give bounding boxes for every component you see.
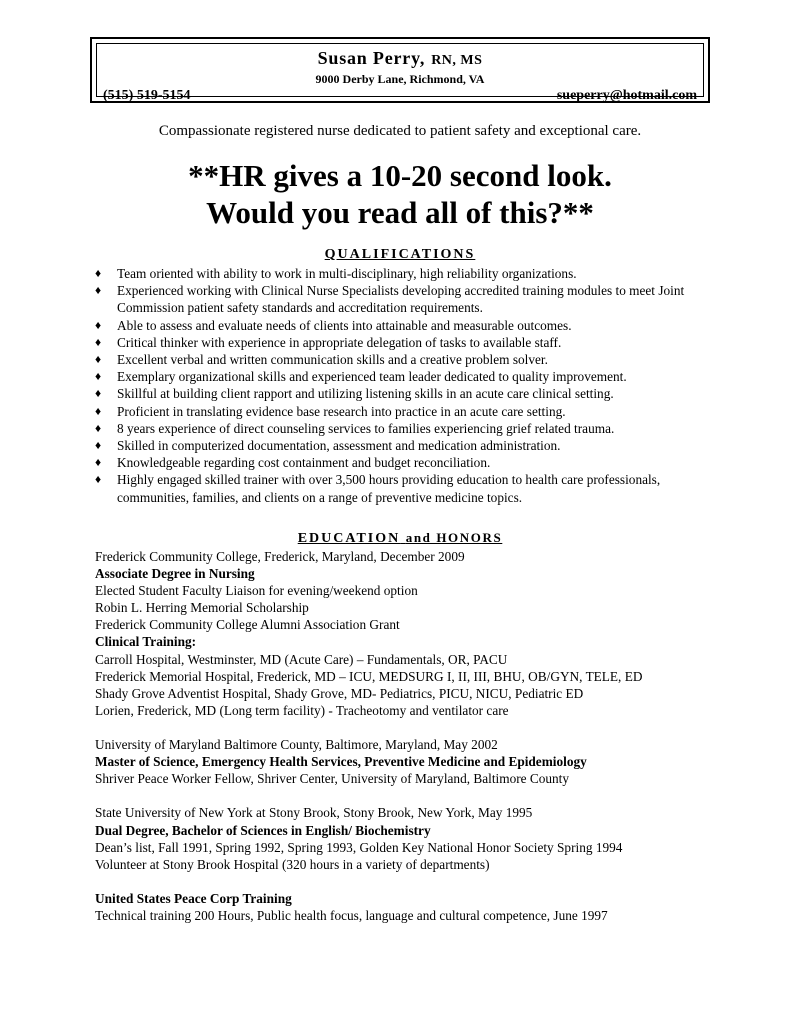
qualification-item: [95, 265, 725, 282]
qualification-item: [95, 471, 725, 505]
qualification-text: Skilled in computerized documentation, assessment and medication administration.: [117, 438, 561, 454]
diamond-bullet-icon: ♦: [95, 352, 102, 367]
summary-tagline: Compassionate registered nurse dedicated to patient safety and exceptional care.: [158, 123, 642, 139]
qualification-item: [95, 317, 725, 334]
education-line: University of Maryland Baltimore County, Baltimore, Maryland, May 2002: [95, 737, 498, 753]
contact-header-inner-border: [96, 43, 704, 103]
education-heading: [0, 530, 800, 547]
qualification-item: [95, 454, 725, 471]
education-block: [95, 736, 735, 787]
candidate-name-line: [97, 48, 703, 69]
education-subheading: Associate Degree in Nursing: [95, 566, 255, 582]
education-line: Elected Student Faculty Liaison for evening/weekend option: [95, 583, 418, 599]
education-line: Lorien, Frederick, MD (Long term facility) - Tracheotomy and ventilator care: [95, 702, 509, 718]
education-heading-main: EDUCATION: [297, 531, 401, 546]
education-subheading: Dual Degree, Bachelor of Sciences in English/ Biochemistry: [95, 822, 431, 838]
headline-line-1: **HR gives a 10-20 second look.: [188, 158, 612, 193]
candidate-phone: (515) 519-5154: [103, 88, 191, 103]
candidate-email: sueperry@hotmail.com: [556, 88, 697, 103]
contact-header-box: [90, 37, 710, 103]
education-line: Frederick Memorial Hospital, Frederick, MD – ICU, MEDSURG I, II, III, BHU, OB/GYN, TELE, ED: [95, 668, 643, 684]
qualification-text: Team oriented with ability to work in multi-disciplinary, high reliability organizations.: [117, 266, 577, 281]
education-subheading: Clinical Training:: [95, 634, 197, 650]
education-subheading: Master of Science, Emergency Health Services, Preventive Medicine and Epidemiology: [95, 754, 587, 770]
candidate-credentials: RN, MS: [431, 53, 483, 68]
block-spacer: [95, 787, 735, 804]
education-heading-suffix: and HONORS: [405, 530, 503, 545]
qualification-item: [95, 368, 725, 385]
education-line: Dean’s list, Fall 1991, Spring 1992, Spring 1993, Golden Key National Honor Society Spring 1994: [95, 839, 623, 855]
qualification-item: [95, 334, 725, 351]
qualification-text: Able to assess and evaluate needs of clients into attainable and measurable outcomes.: [117, 317, 572, 333]
diamond-bullet-icon: ♦: [95, 438, 102, 453]
diamond-bullet-icon: ♦: [95, 283, 102, 298]
qualification-item: [95, 385, 725, 402]
qualification-item: [95, 420, 725, 437]
qualification-text: Critical thinker with experience in appropriate delegation of tasks to available staff.: [117, 334, 562, 350]
qualifications-list: [95, 265, 725, 506]
education-line: Shady Grove Adventist Hospital, Shady Grove, MD- Pediatrics, PICU, NICU, Pediatric ED: [95, 685, 584, 701]
qualification-text: Exemplary organizational skills and experienced team leader dedicated to quality improvement.: [117, 369, 627, 385]
qualification-text: Highly engaged skilled trainer with over 3,500 hours providing education to health care professionals, communities, families, and clients on a range of preventive medicine topics.: [117, 472, 661, 505]
diamond-bullet-icon: ♦: [95, 334, 102, 349]
education-line: Robin L. Herring Memorial Scholarship: [95, 600, 309, 616]
block-spacer: [95, 719, 735, 736]
qualification-text: 8 years experience of direct counseling services to families experiencing grief related trauma.: [117, 420, 615, 436]
diamond-bullet-icon: ♦: [95, 386, 102, 401]
diamond-bullet-icon: ♦: [95, 369, 102, 384]
education-line: Frederick Community College Alumni Association Grant: [95, 617, 400, 633]
education-section: [95, 548, 735, 924]
education-subheading: United States Peace Corp Training: [95, 890, 292, 906]
education-line: Carroll Hospital, Westminster, MD (Acute Care) – Fundamentals, OR, PACU: [95, 651, 508, 667]
qualification-text: Excellent verbal and written communication skills and a creative problem solver.: [117, 352, 548, 368]
qualification-item: [95, 282, 725, 316]
qualification-text: Knowledgeable regarding cost containment and budget reconciliation.: [117, 455, 491, 471]
candidate-name: Susan Perry,: [317, 48, 426, 68]
qualification-item: [95, 351, 725, 368]
qualification-text: Experienced working with Clinical Nurse Specialists developing accredited training modules to meet Joint Commission patient safety standards and accreditation requirements.: [117, 283, 685, 316]
education-block: [95, 890, 735, 924]
qualification-text: Proficient in translating evidence base research into practice in an acute care setting.: [117, 403, 566, 419]
education-line: Shriver Peace Worker Fellow, Shriver Center, University of Maryland, Baltimore County: [95, 771, 570, 787]
education-line: Volunteer at Stony Brook Hospital (320 hours in a variety of departments): [95, 856, 490, 872]
education-line: Technical training 200 Hours, Public health focus, language and cultural competence, June 1997: [95, 907, 608, 923]
diamond-bullet-icon: ♦: [95, 403, 102, 418]
qualifications-heading: QUALIFICATIONS: [324, 247, 476, 262]
block-spacer: [95, 873, 735, 890]
education-line: State University of New York at Stony Brook, Stony Brook, New York, May 1995: [95, 805, 533, 821]
qualification-item: [95, 437, 725, 454]
candidate-address: 9000 Derby Lane, Richmond, VA: [315, 72, 485, 86]
diamond-bullet-icon: ♦: [95, 266, 102, 280]
education-block: [95, 804, 735, 872]
education-block: [95, 548, 735, 719]
diamond-bullet-icon: ♦: [95, 455, 102, 470]
qualification-text: Skillful at building client rapport and utilizing listening skills in an acute care clinical setting.: [117, 386, 614, 402]
diamond-bullet-icon: ♦: [95, 420, 102, 435]
headline-line-2: Would you read all of this?**: [206, 195, 594, 230]
qualification-item: [95, 403, 725, 420]
education-line: Frederick Community College, Frederick, Maryland, December 2009: [95, 549, 465, 564]
diamond-bullet-icon: ♦: [95, 472, 102, 487]
headline-callout: [0, 157, 800, 231]
diamond-bullet-icon: ♦: [95, 317, 102, 332]
